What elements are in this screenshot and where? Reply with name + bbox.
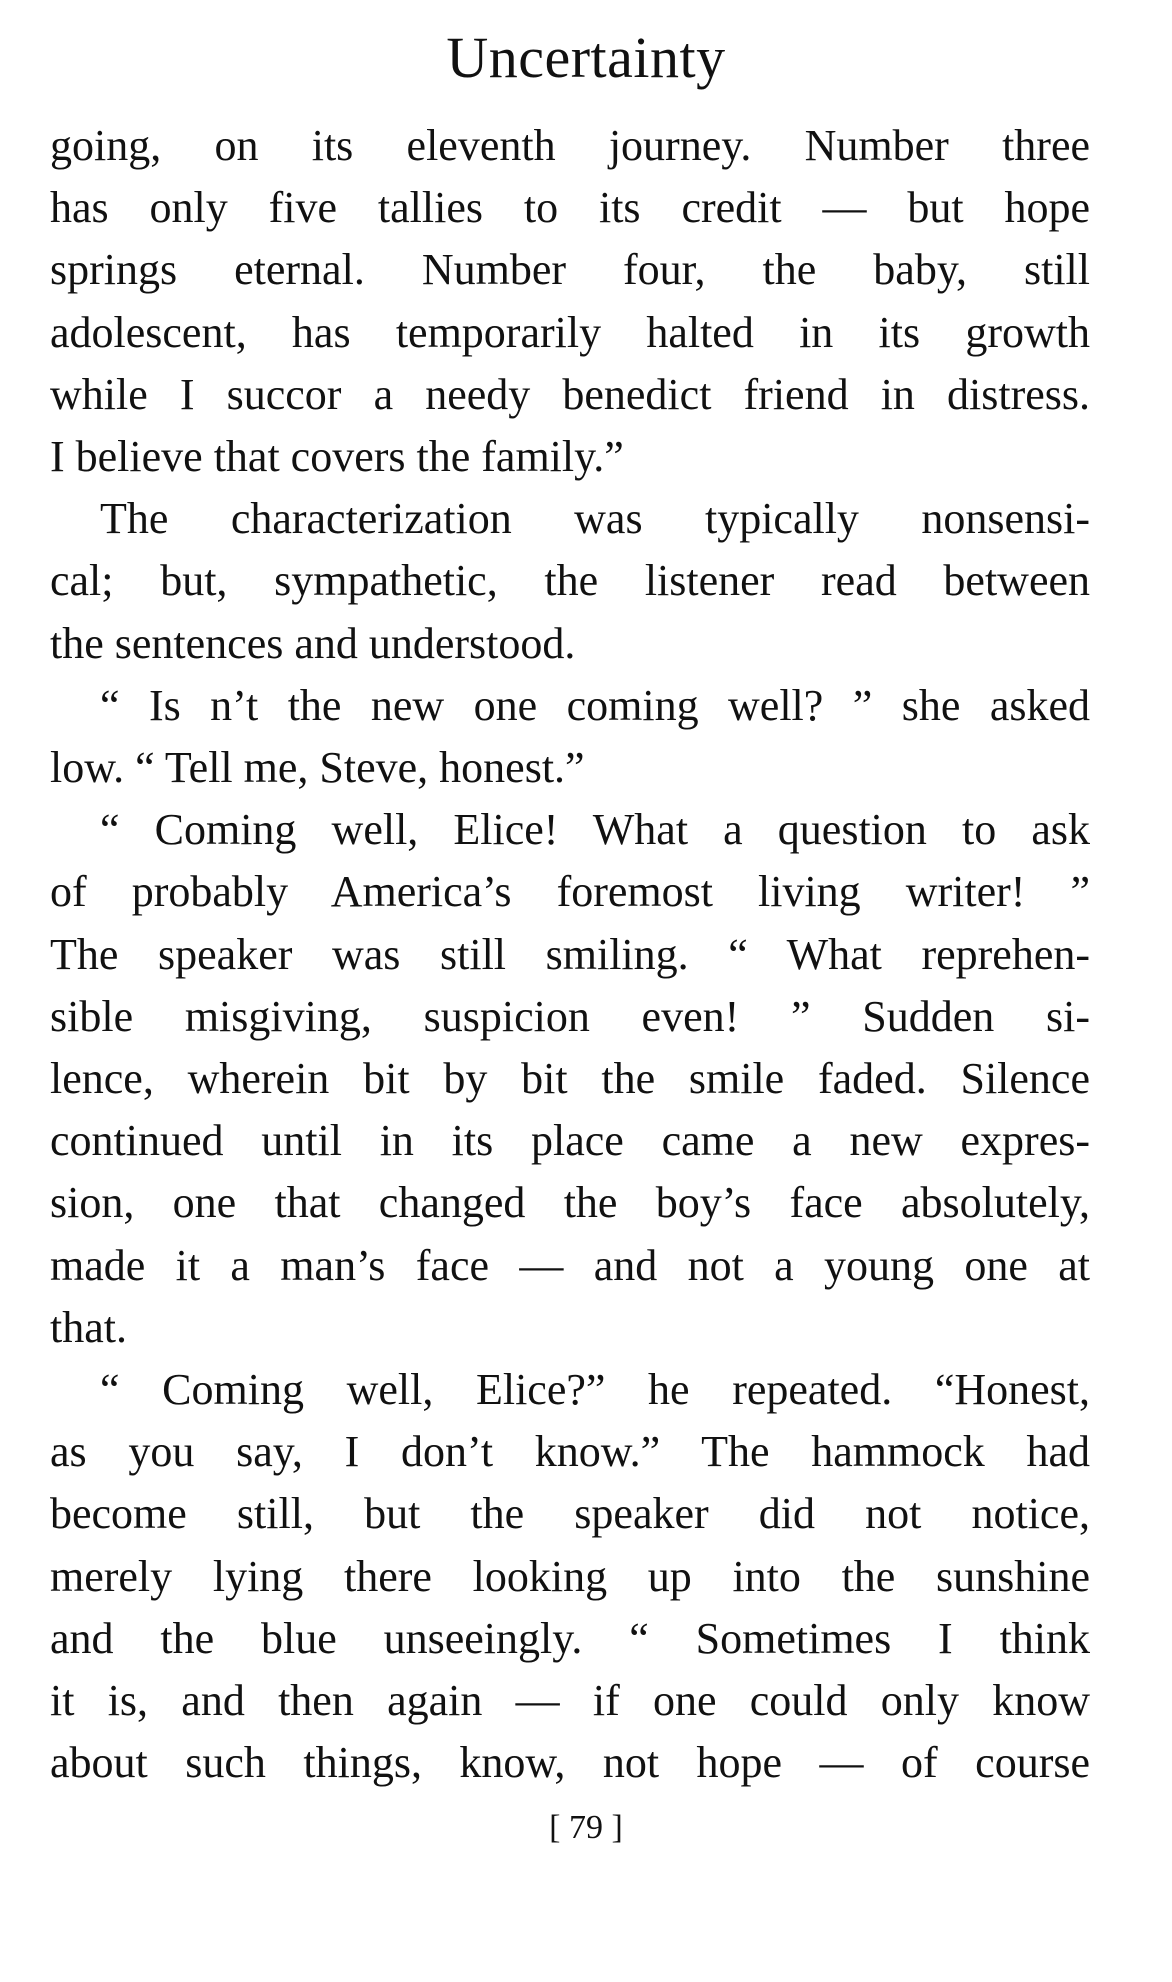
text-line: low. “ Tell me, Steve, honest.” bbox=[50, 743, 585, 793]
text-line: “ Is n’t the new one coming well? ” she asked bbox=[100, 680, 1090, 730]
text-line: the sentences and understood. bbox=[50, 618, 576, 668]
text-line: The characterization was typically nonsensi- bbox=[100, 494, 1090, 544]
text-line: sion, one that changed the boy’s face absolutely, bbox=[50, 1178, 1090, 1228]
text-line: and the blue unseeingly. “ Sometimes I think bbox=[50, 1613, 1091, 1663]
body-text bbox=[50, 115, 1090, 1794]
running-head: Uncertainty bbox=[446, 25, 726, 90]
text-line: cal; but, sympathetic, the listener read between bbox=[50, 556, 1090, 606]
text-line: I believe that covers the family.” bbox=[50, 432, 624, 482]
text-line: as you say, I don’t know.” The hammock had bbox=[50, 1427, 1090, 1477]
text-line: it is, and then again — if one could only know bbox=[50, 1676, 1091, 1726]
text-line: “ Coming well, Elice?” he repeated. “Honest, bbox=[100, 1365, 1091, 1415]
text-line: The speaker was still smiling. “ What reprehen- bbox=[50, 929, 1091, 979]
text-line: that. bbox=[50, 1302, 127, 1352]
text-line: has only five tallies to its credit — but hope bbox=[50, 183, 1090, 233]
text-line: become still, but the speaker did not notice, bbox=[50, 1489, 1090, 1539]
text-line: merely lying there looking up into the sunshine bbox=[50, 1551, 1091, 1601]
text-line: sible misgiving, suspicion even! ” Sudden si- bbox=[50, 991, 1090, 1041]
text-line: of probably America’s foremost living writer! ” bbox=[50, 867, 1091, 917]
text-line: “ Coming well, Elice! What a question to ask bbox=[100, 805, 1090, 855]
page-number: [ 79 ] bbox=[549, 1809, 623, 1846]
text-line: made it a man’s face — and not a young one at bbox=[50, 1240, 1091, 1290]
text-line: about such things, know, not hope — of course bbox=[50, 1738, 1090, 1788]
text-line: springs eternal. Number four, the baby, still bbox=[50, 245, 1090, 295]
text-line: lence, wherein bit by bit the smile faded. Silence bbox=[50, 1054, 1090, 1104]
text-line: going, on its eleventh journey. Number three bbox=[50, 121, 1090, 170]
text-line: continued until in its place came a new expres- bbox=[50, 1116, 1091, 1166]
text-line: adolescent, has temporarily halted in its growth bbox=[50, 307, 1091, 357]
text-line: while I succor a needy benedict friend in distress. bbox=[50, 369, 1091, 419]
